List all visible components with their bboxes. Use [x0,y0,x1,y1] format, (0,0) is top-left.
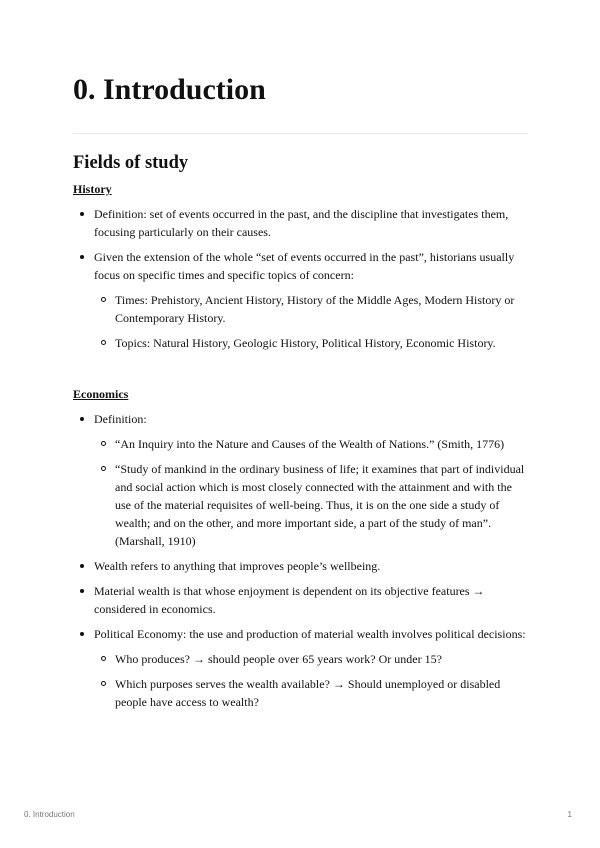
sublist-item [94,675,528,711]
footer-title: 0. Introduction [24,810,75,819]
sublist-item [94,334,528,352]
history-heading: History [73,182,112,196]
list-item-text: Definition: set of events occurred in the past, and the discipline that investigates them, focusing particularly on their causes. [94,207,509,239]
sublist-item [94,650,528,668]
divider [73,133,528,134]
economics-list [73,410,528,711]
list-item-text: Material wealth is that whose enjoyment is dependent on its objective features → considered in economics. [94,584,485,616]
list-item [73,248,528,352]
list-item-text: Given the extension of the whole “set of events occurred in the past”, historians usually focus on specific times and specific topics of concern: [94,250,515,282]
list-item [73,410,528,550]
sublist-item [94,291,528,327]
list-item-text: “Study of mankind in the ordinary business of life; it examines that part of individual and social action which is most closely connected with the attainment and with the use of the material requisites of well-being. Thus, it is on the one side a study of wealth; and on the other, and more important side, a part of the study of man”. (Marshall, 1910) [115,462,525,548]
list-item-text: Which purposes serves the wealth available? → Should unemployed or disabled people have access to wealth? [115,677,501,709]
section-heading: Fields of study [73,153,189,173]
list-item [73,557,528,575]
list-item [73,582,528,618]
sublist-item [94,460,528,550]
list-item-text: Who produces? → should people over 65 years work? Or under 15? [115,652,442,666]
list-item [73,205,528,241]
sublist-item [94,435,528,453]
list-item-text: Wealth refers to anything that improves people’s wellbeing. [94,559,381,573]
list-item-text: Political Economy: the use and production of material wealth involves political decisions: [94,627,526,641]
history-list [73,205,528,352]
economics-sublist-definitions [94,435,528,550]
list-item-text: Times: Prehistory, Ancient History, History of the Middle Ages, Modern History or Contemporary History. [115,293,515,325]
list-item-text: Topics: Natural History, Geologic History, Political History, Economic History. [115,336,496,350]
page-title: 0. Introduction [73,73,266,106]
list-item-text: “An Inquiry into the Nature and Causes of the Wealth of Nations.” (Smith, 1776) [115,437,505,451]
economics-sublist-political [94,650,528,711]
list-item [73,625,528,711]
economics-heading: Economics [73,387,129,401]
page-number: 1 [567,810,572,819]
history-sublist [94,291,528,352]
list-item-text: Definition: [94,412,147,426]
